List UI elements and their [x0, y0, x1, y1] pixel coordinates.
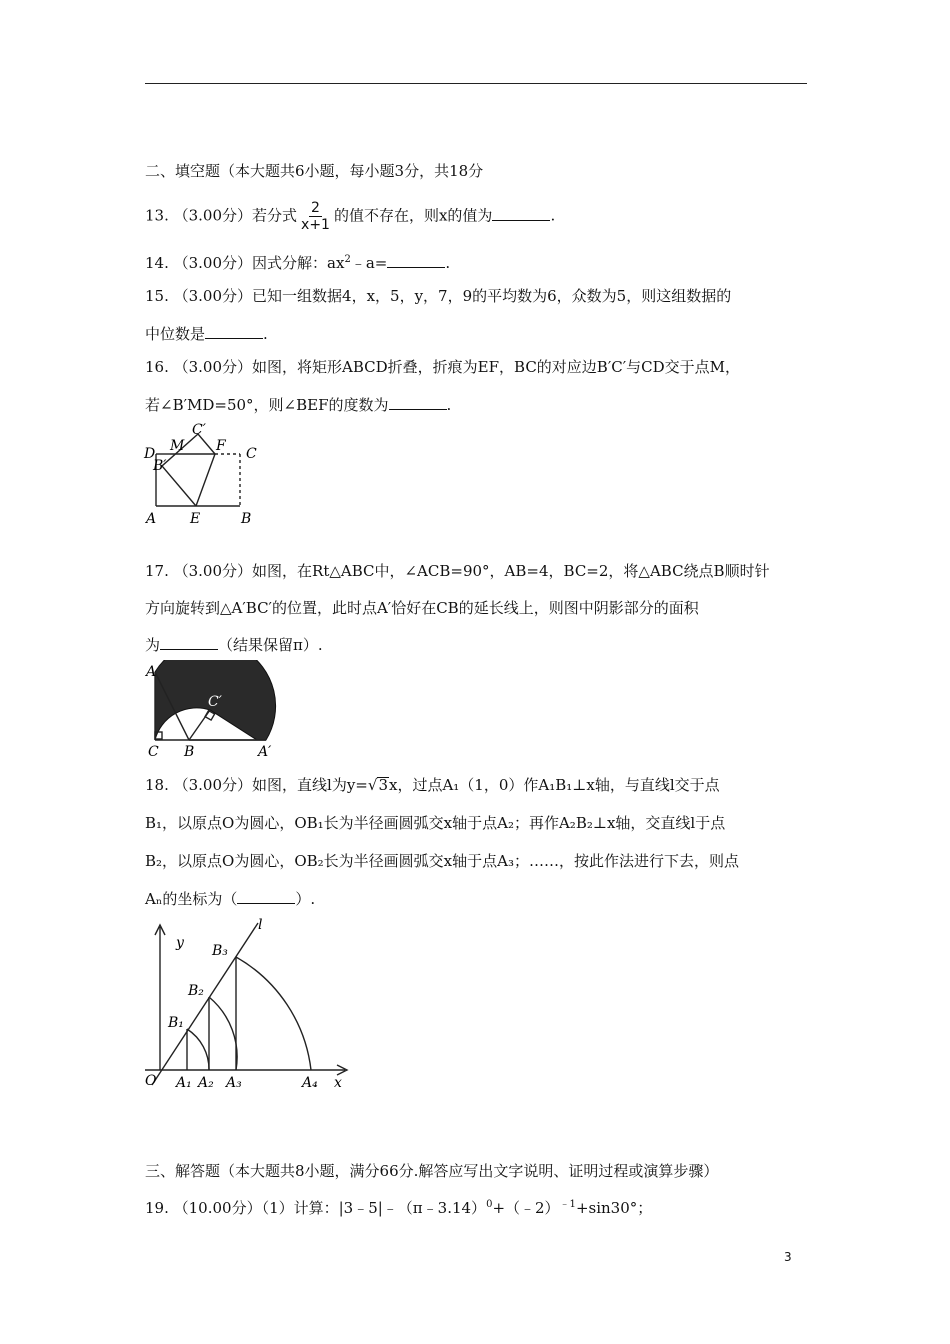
section3-heading: 三、解答题（本大题共8小题，满分66分.解答应写出文字说明、证明过程或演算步骤） [145, 1162, 719, 1180]
figure-17 [140, 660, 285, 760]
question-15-line1: 15. （3.00分）已知一组数据4，x，5，y，7，9的平均数为6，众数为5，则这组数据的 [145, 287, 732, 305]
label-D: D [144, 446, 156, 462]
label-C: C [148, 744, 159, 760]
label-A4: A₄ [302, 1075, 318, 1091]
question-13: 13. （3.00分）若分式 $\frac{2}{x+1}$ 的值不存在，则x的值为 . [145, 200, 556, 233]
question-15-line2: 中位数是 . [145, 325, 268, 343]
section2-heading: 二、填空题（本大题共6小题，每小题3分，共18分 [145, 162, 484, 180]
line-label-l: l [258, 917, 263, 933]
fraction: $\frac{2}{x+1}$ [301, 200, 330, 233]
answer-blank [387, 253, 445, 268]
figure-18 [140, 915, 355, 1095]
label-B: B [184, 744, 195, 760]
answer-blank [160, 635, 218, 650]
label-B3: B₃ [212, 943, 228, 959]
question-19: 19. （10.00分）（1）计算：|3﹣5|﹣（π﹣3.14）$^0$+（﹣2）$^{﹣1}$+sin30°； [145, 1199, 653, 1217]
axis-label-y: y [176, 935, 184, 951]
label-C-prime: C′ [192, 422, 206, 438]
label-B-prime: B′ [153, 458, 167, 474]
question-16-line1: 16. （3.00分）如图，将矩形ABCD折叠，折痕为EF，BC的对应边B′C′与CD交于点M， [145, 358, 740, 376]
answer-blank [205, 324, 263, 339]
header-rule [145, 83, 807, 84]
label-A: A [146, 511, 157, 527]
question-17-line3: 为 （结果保留π）. [145, 636, 323, 654]
answer-blank [237, 889, 295, 904]
label-B: B [241, 511, 252, 527]
question-18-line3: B₂，以原点O为圆心，OB₂长为半径画圆弧交x轴于点A₃；……，按此作法进行下去，则点 [145, 852, 739, 870]
question-17-line1: 17. （3.00分）如图，在Rt△ABC中，∠ACB=90°，AB=4，BC=2，将△ABC绕点B顺时针 [145, 562, 770, 580]
answer-blank [389, 395, 447, 410]
label-C: C [246, 446, 257, 462]
page-number: 3 [784, 1250, 792, 1264]
label-A1: A₁ [176, 1075, 192, 1091]
label-F: F [216, 438, 226, 454]
answer-blank [492, 206, 550, 221]
question-18-line4: Aₙ的坐标为（ ）. [145, 890, 316, 908]
label-M: M [170, 438, 185, 454]
label-A2: A₂ [198, 1075, 214, 1091]
label-B2: B₂ [188, 983, 204, 999]
axis-label-x: x [334, 1075, 342, 1091]
question-17-line2: 方向旋转到△A′BC′的位置，此时点A′恰好在CB的延长线上，则图中阴影部分的面积 [145, 599, 699, 617]
label-O: O [145, 1073, 157, 1089]
question-16-line2: 若∠B′MD=50°，则∠BEF的度数为 . [145, 396, 452, 414]
figure-16 [140, 420, 270, 530]
label-A-prime: A′ [258, 744, 272, 760]
label-A3: A₃ [226, 1075, 242, 1091]
question-14: 14. （3.00分）因式分解：$ax^2﹣a=$ . [145, 254, 451, 272]
label-E: E [190, 511, 201, 527]
label-B1: B₁ [168, 1015, 184, 1031]
question-18-line1: 18. （3.00分）如图，直线l为y=√3x，过点A₁（1，0）作A₁B₁⊥x轴，与直线l交于点 [145, 776, 720, 794]
label-A: A [146, 664, 157, 680]
question-18-line2: B₁，以原点O为圆心，OB₁长为半径画圆弧交x轴于点A₂；再作A₂B₂⊥x轴，交直线l于点 [145, 814, 726, 832]
label-C-prime: C′ [208, 694, 222, 710]
